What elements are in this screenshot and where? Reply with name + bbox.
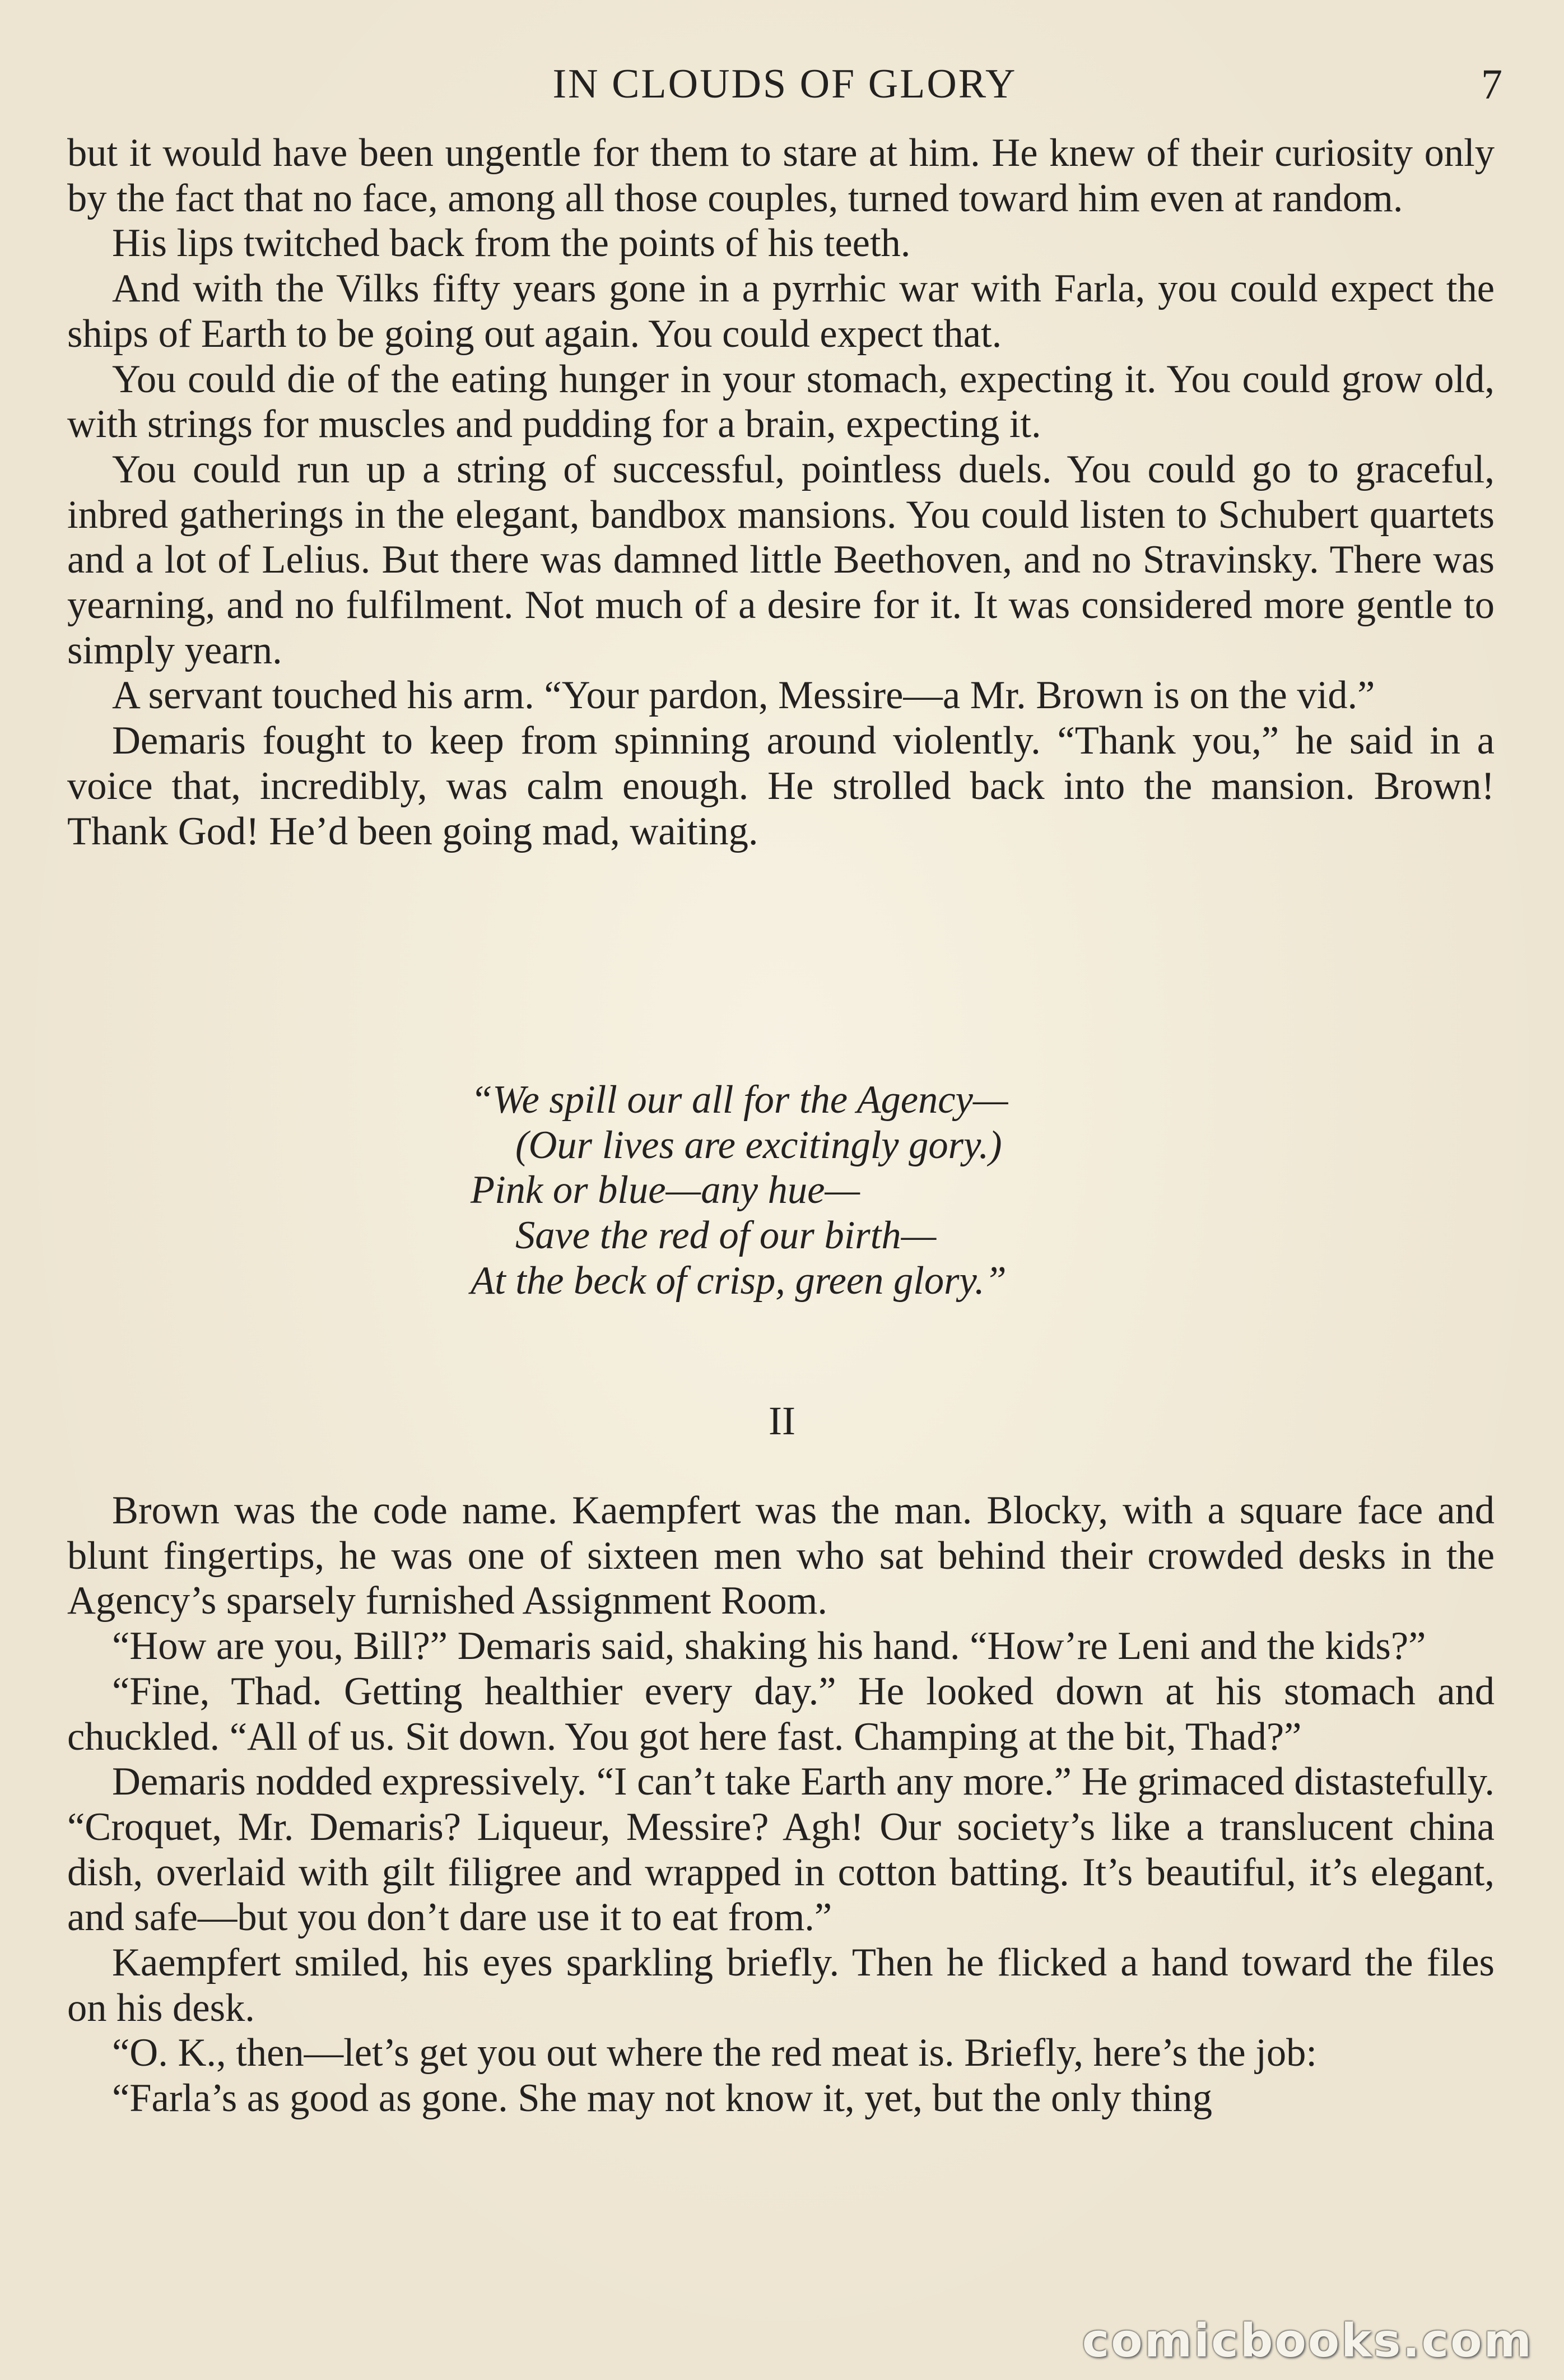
paragraph: Kaempfert smiled, his eyes sparkling briefly. Then he flicked a hand toward the files on his desk.: [67, 1941, 1495, 2030]
verse-line: Save the red of our birth—: [515, 1214, 937, 1258]
paragraph: but it would have been ungentle for them to stare at him. He knew of their curiosity only by the fact that no face, among all those couples, turned toward him even at random.: [67, 131, 1495, 220]
verse-line: (Our lives are excitingly gory.): [515, 1123, 1002, 1167]
paragraph: You could die of the eating hunger in your stomach, expecting it. You could grow old, with strings for muscles and pudding for a brain, expecting it.: [67, 357, 1495, 447]
paragraph: A servant touched his arm. “Your pardon, Messire—a Mr. Brown is on the vid.”: [112, 673, 1375, 718]
verse-block: [471, 1077, 1255, 1304]
paragraph: His lips twitched back from the points of his teeth.: [112, 221, 911, 266]
verse-line: Pink or blue—any hue—: [471, 1168, 860, 1212]
page-number: 7: [1481, 61, 1502, 108]
section-heading: II: [769, 1398, 795, 1443]
verse-line: At the beck of crisp, green glory.”: [471, 1258, 1007, 1303]
running-title: IN CLOUDS OF GLORY: [552, 61, 1017, 107]
site-watermark: comicbooks.com: [1082, 2314, 1533, 2368]
paragraph: “Fine, Thad. Getting healthier every day.” He looked down at his stomach and chuckled. “All of us. Sit down. You got here fast. Champing at the bit, Thad?”: [67, 1669, 1495, 1759]
paragraph: You could run up a string of successful, pointless duels. You could go to graceful, inbred gatherings in the elegant, bandbox mansions. You could listen to Schubert quartets and a lot of Lelius. But there was damned little Beethoven, and no Stravinsky. There was yearning, and no fulfilment. Not much of a desire for it. It was considered more gentle to simply yearn.: [67, 447, 1495, 672]
paragraph: Demaris fought to keep from spinning around violently. “Thank you,” he said in a voice that, incredibly, was calm enough. He strolled back into the mansion. Brown! Thank God! He’d been going mad, waiting.: [67, 719, 1495, 853]
text-block-lower: [67, 1488, 1495, 2121]
verse-line: “We spill our all for the Agency—: [471, 1078, 1008, 1122]
text-block-upper: [67, 131, 1495, 854]
paragraph: Brown was the code name. Kaempfert was the man. Blocky, with a square face and blunt fingertips, he was one of sixteen men who sat behind their crowded desks in the Agency’s sparsely furnished Assignment Room.: [67, 1489, 1495, 1623]
paragraph: “How are you, Bill?” Demaris said, shaking his hand. “How’re Leni and the kids?”: [112, 1624, 1426, 1668]
paragraph: And with the Vilks fifty years gone in a pyrrhic war with Farla, you could expect the ships of Earth to be going out again. You could expect that.: [67, 267, 1495, 356]
page-header: [67, 61, 1502, 111]
paragraph: Demaris nodded expressively. “I can’t take Earth any more.” He grimaced distastefully. “Croquet, Mr. Demaris? Liqueur, Messire? Agh! Our society’s like a translucent china dish, overlaid with gilt filigree and wrapped in cotton batting. It’s beautiful, it’s elegant, and safe—but you don’t dare use it to eat from.”: [67, 1760, 1495, 1940]
paragraph: “O. K., then—let’s get you out where the red meat is. Briefly, here’s the job:: [112, 2031, 1317, 2075]
paragraph: “Farla’s as good as gone. She may not know it, yet, but the only thing: [112, 2076, 1212, 2121]
